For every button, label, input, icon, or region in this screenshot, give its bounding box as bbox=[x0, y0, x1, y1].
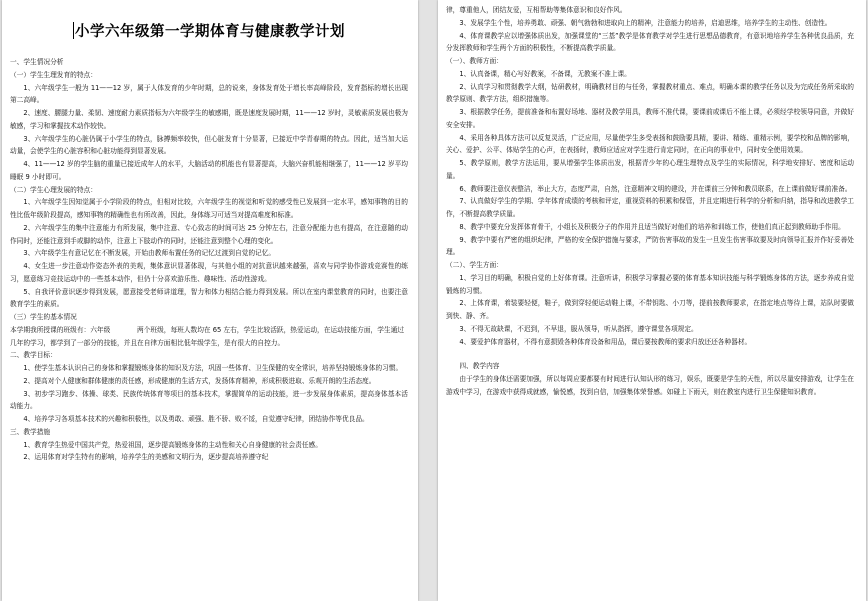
paragraph: 2、速度、腰腿力量、柔韧、速度耐力素质指标为六年级学生的敏感期，既是速度发展时期，11——12 岁时，灵敏素质发展也极为敏感，学习和掌握技术动作较快。 bbox=[10, 109, 408, 130]
spacer bbox=[446, 348, 854, 360]
paragraph: 9、教学中要有严密的组织纪律，严格的安全保护措施与要求，严防伤害事故的发生一旦发生伤害事故要及时向领导汇报并作好妥善处理。 bbox=[446, 235, 854, 257]
paragraph: 1、使学生基本认识自己的身体和掌握锻炼身体的知识及方法，巩固一些体育、卫生保健的安全常识，培养坚持锻炼身体的习惯。 bbox=[23, 364, 403, 372]
paragraph: 4、11——12 岁的学生脑的重量已接近成年人的水平，大脑活动的机能也有显著提高，大脑兴奋机能相继强了，11——12 岁平均睡眠 9 小时即可。 bbox=[10, 160, 408, 181]
paragraph: 2、提高对个人健康和群体健康的责任感，形成健康的生活方式，发扬体育精神，形成积极进取、乐观开朗的生活态度。 bbox=[23, 376, 376, 385]
document-page-left bbox=[2, 0, 418, 601]
paragraph: 1、认真备课，精心写好教案，不备课，无教案不准上课。 bbox=[459, 69, 631, 78]
paragraph: 4、采用各种具体方法可以反复灵活，广泛应用，尽量使学生多受表扬和鼓励要具精，要讲、精练、重精示例，要学校和品牌的影响，关心、爱护、公平、体贴学生的心声，在表扬时，教师应适应对学生进行肯定同时，在正向的事业中，同时安全使用效果。 bbox=[446, 133, 854, 155]
section-heading: （二）、学生方面： bbox=[446, 261, 503, 269]
section-heading: 四、教学内容 bbox=[446, 362, 500, 371]
section-heading: （二）学生心理发展的特点： bbox=[10, 185, 97, 194]
paragraph: 2、认真学习和贯彻教学大纲，钻研教材，明确教材目的与任务，掌握教材重点、难点，明确本课的教学任务以及为完成任务所采取的教学原则、教学方法，组织措施等。 bbox=[446, 82, 854, 104]
paragraph: 由于学生的身体还需要加强，所以每周应要都要有时间进行认知认形的练习，娱乐，既要是学生的天性，所以尽量安排游戏，让学生在游戏中学习，在游戏中获得成就感，愉悦感，找到自信，加强集体荣誉感。如碰上下雨天，则在教室内进行卫生保健知识教育。 bbox=[446, 375, 854, 396]
paragraph: 1、教育学生热爱中国共产党，热爱祖国，逐步提高锻炼身体的主动性和关心自身健康的社会责任感。 bbox=[23, 440, 322, 449]
paragraph: 4、体育课教学应以增强体质出发，加强课堂的“三基”教学是体育教学对学生进行思想品德教育，有意识地培养学生各种优良品质，充分发挥教师和学生两个方面的积极性，不断提高教学质量。 bbox=[446, 31, 854, 53]
paragraph: 5、教学原则，教学方法运用，要从增强学生体质出发，根据青少年的心理生理特点及学生的实际情况，科学地安排好、密度和运动量。 bbox=[446, 159, 854, 180]
paragraph: 2、六年级学生的集中注意能力有所发展，集中注意、专心致志的时间可达 25 分钟左右，注意分配能力也有提高，在注意随的动作同时，还能注意到手或脚的动作，注意上下肢动作的同时，还能注意到整个心理的变化。 bbox=[10, 223, 408, 245]
left-page-body bbox=[10, 56, 408, 464]
paragraph: 4、女生进一步注意动作姿态外表的美观，集体意识显著体现，与其他小组的对抗意识越来越强，喜欢与同学协作游戏竞赛性的练习，愿意练习竞技运动中的一些基本动作，但仍十分喜欢游乐性、趣味性、活动性游戏。 bbox=[10, 262, 408, 283]
paragraph: 7、认真做好学生的学期、学年体育成绩的考核和评定，重视资料的积累和保管，并且定期进行科学的分析和归纳，指导和改进教学工作，不断提高教学质量。 bbox=[446, 197, 854, 218]
paragraph: 2、运用体育对学生特有的影响，培养学生的美感和文明行为，逐步提高培养遵守纪 bbox=[23, 453, 269, 462]
section-heading: （三）学生的基本情况 bbox=[10, 313, 77, 321]
document-title: 小学六年级第一学期体育与健康教学计划 bbox=[75, 23, 345, 40]
paragraph: 3、根据教学任务，提前准备和布置好场地、器材及教学用具，教师不准代课，要课前或课后不能上课，必须经学校领导同意，并做好安全安排。 bbox=[446, 108, 854, 129]
paragraph: 3、六年级学生有意记忆在不断发展，开始由教师布置任务的记忆过渡到自觉的记忆。 bbox=[23, 249, 276, 258]
section-heading: （一）、教师方面： bbox=[446, 57, 503, 65]
paragraph: 6、教师要注意仪表整洁，举止大方，态度严肃，自然，注意精神文明的建设，并在课前三分钟和教员联系，在上课前做好课前准备。 bbox=[459, 184, 852, 193]
section-heading: 三、教学措施 bbox=[10, 427, 51, 436]
section-heading: （一）学生生理发育的特点： bbox=[10, 70, 97, 79]
paragraph: 3、不得无故缺课，不迟到，不早退，服从领导，听从指挥，遵守课堂各项规定。 bbox=[459, 324, 698, 333]
section-heading: 一、学生情况分析 bbox=[10, 58, 64, 66]
paragraph: 3、发展学生个性，培养勇敢、顽强、朝气勃勃和进取向上的精神，注意能力的培养，启迪思维，培养学生的主动性、创造性。 bbox=[459, 18, 832, 27]
section-heading: 律，尊重他人，团结友爱，互相帮助等集体意识和良好作风。 bbox=[446, 6, 627, 14]
paragraph: 1、六年级学生一般为 11——12 岁，属于人体发育的少年时期，总的说来，身体发育处于增长率高峰阶段，发育指标的增长出现第二高峰。 bbox=[10, 83, 408, 105]
right-page-body bbox=[446, 4, 854, 399]
paragraph: 2、上体育课，着装要轻便，鞋子，做到穿轻便运动鞋上课，不带钥匙、小刀等，提前按教师要求，在指定地点等待上课，站队时要做到快、静、齐。 bbox=[446, 299, 854, 320]
paragraph: 4、培养学习各项基本技术的兴趣和积极性，以及勇敢、顽强、胜不骄、败不馁，自觉遵守纪律，团结协作等优良品。 bbox=[23, 415, 369, 423]
paragraph: 1、学习目的明确，积极自觉的上好体育课。注意听讲，积极学习掌握必要的体育基本知识技能与科学锻炼身体的方法，逐步养成自觉锻炼的习惯。 bbox=[446, 273, 854, 295]
paragraph: 3、六年级学生的心脏仍属于小学生的特点，脉搏频率较快，但心脏发育十分显著，已接近中学青春期的特点。因此，适当加大运动量，会使学生的心脏容积和心脏功能得到显著发展。 bbox=[10, 134, 408, 156]
section-heading: 本学期我所授课的班级有：六年级 两个班级，每班人数均在 65 左右，学生比较活跃，热爱运动，在运动技能方面，学生通过几年的学习，都学到了一部分的技能，并且在自律方面相比低年级学生，是有很大的自控力。 bbox=[10, 325, 404, 347]
paragraph: 3、初步学习跑步、体操、球类、民族传统体育等项目的基本技术，掌握简单的运动技能，进一步发展身体素质，提高身体基本活动能力。 bbox=[10, 389, 408, 411]
paragraph: 5、自我评价意识逐步得到发展，愿意接受老师讲道理，智力和体力相结合能力得到发展。所以在室内课堂教育的同时，也要注意教育学生的素质。 bbox=[10, 287, 408, 309]
section-heading: 二、教学目标： bbox=[10, 351, 57, 360]
document-page-right bbox=[438, 0, 866, 601]
paragraph: 8、教学中要充分发挥体育骨干，小组长及积极分子的作用并且适当做好对他们的培养和训练工作，使他们真正起到教师助手作用。 bbox=[459, 222, 845, 231]
text-cursor bbox=[73, 22, 74, 39]
paragraph: 1、六年级学生因知觉属于小学阶段的特点，但相对比较，六年级学生的视觉和听觉的感受性已发展到一定水平，感知事物的目的性比低年级阶段提高，感知事物的精确性也有所改善，因此，身体练习可适当对提高难度和标准。 bbox=[10, 198, 408, 219]
paragraph: 4、要爱护体育器材，不得有意损毁各种体育设备和用品，课后要按教师的要求归放还还各种器材。 bbox=[459, 337, 752, 346]
